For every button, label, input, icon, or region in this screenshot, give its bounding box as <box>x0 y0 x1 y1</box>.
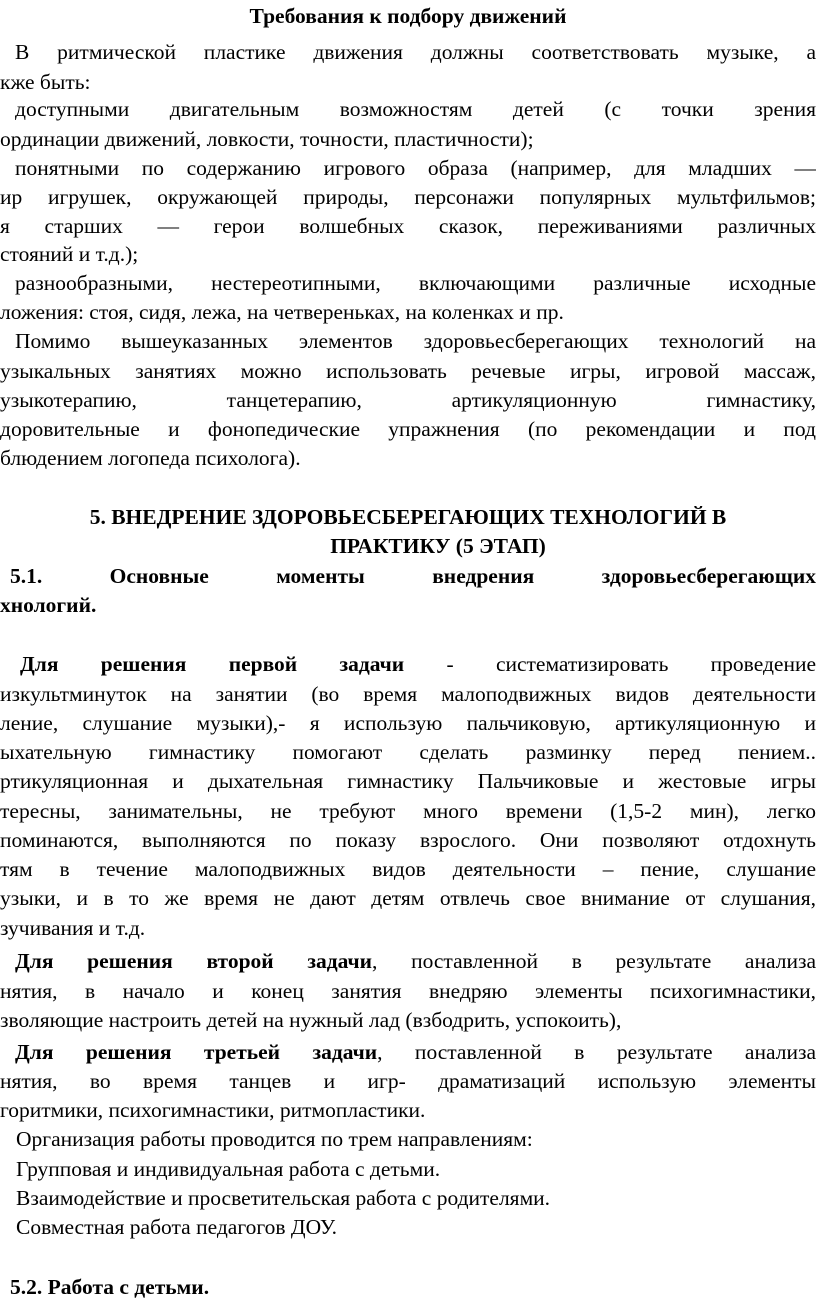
paragraph-line: узыкальных занятиях можно использовать речевые игры, игровой массаж, <box>0 359 816 383</box>
list-item-line: стояний и т.д.); <box>0 242 139 266</box>
paragraph-line: Совместная работа педагогов ДОУ. <box>16 1215 337 1239</box>
list-item-line: ординации движений, ловкости, точности, пластичности); <box>0 127 534 151</box>
paragraph-line: зволяющие настроить детей на нужный лад (взбодрить, успокоить), <box>0 1008 622 1032</box>
list-item-line: я старших — герои волшебных сказок, переживаниями различных <box>0 214 816 238</box>
paragraph-line: изкультминуток на занятии (во время малоподвижных видов деятельности <box>0 682 816 706</box>
task-2-label: Для решения второй задачи <box>15 949 373 973</box>
task-2-text: , поставленной в результате анализа <box>372 949 816 973</box>
task-2-heading-line <box>15 946 816 976</box>
section-5-1-title-line: 5.1. Основные моменты внедрения здоровьесберегающих <box>10 564 816 588</box>
list-item-line: доступными двигательным возможностям детей (с точки зрения <box>15 97 816 121</box>
paragraph-line: Организация работы проводится по трем направлениям: <box>16 1127 533 1151</box>
paragraph-line: Взаимодействие и просветительская работа с родителями. <box>16 1186 551 1210</box>
paragraph-line: кже быть: <box>0 70 91 94</box>
list-item-line: ложения: стоя, сидя, лежа, на четвереньках, на коленках и пр. <box>0 300 564 324</box>
paragraph-line: зучивания и т.д. <box>0 916 146 940</box>
task-1-heading-line <box>20 649 816 679</box>
paragraph-line: Групповая и индивидуальная работа с детьми. <box>16 1157 441 1181</box>
paragraph-line: узыки, и в то же время не дают детям отвлечь свое внимание от слушания, <box>0 886 816 910</box>
task-3-text: , поставленной в результате анализа <box>377 1040 816 1064</box>
section-5-2-title: 5.2. Работа с детьми. <box>10 1275 210 1299</box>
heading-movement-requirements: Требования к подбору движений <box>249 4 567 28</box>
section-5-title-line: 5. ВНЕДРЕНИЕ ЗДОРОВЬЕСБЕРЕГАЮЩИХ ТЕХНОЛОГИЙ В <box>89 505 727 529</box>
section-5-1-title-line: хнологий. <box>0 593 97 617</box>
paragraph-line: горитмики, психогимнастики, ритмопластики. <box>0 1098 426 1122</box>
paragraph-line: нятия, во время танцев и игр- драматизаций использую элементы <box>0 1069 816 1093</box>
section-5-title-line: ПРАКТИКУ (5 ЭТАП) <box>330 534 546 558</box>
task-3-heading-line <box>15 1037 816 1067</box>
paragraph-line: тересны, занимательны, не требуют много времени (1,5-2 мин), легко <box>0 799 816 823</box>
list-item-line: ир игрушек, окружающей природы, персонажи популярных мультфильмов; <box>0 185 816 209</box>
paragraph-line: нятия, в начало и конец занятия внедряю элементы психогимнастики, <box>0 979 816 1003</box>
list-item-line: понятными по содержанию игрового образа (например, для младших — <box>15 156 816 180</box>
task-3-label: Для решения третьей задачи <box>15 1040 378 1064</box>
list-item-line: разнообразными, нестереотипными, включающими различные исходные <box>15 271 816 295</box>
paragraph-line: В ритмической пластике движения должны соответствовать музыке, а <box>15 40 816 64</box>
paragraph-line: поминаются, выполняются по показу взрослого. Они позволяют отдохнуть <box>0 828 816 852</box>
task-1-label: Для решения первой задачи <box>20 652 405 676</box>
paragraph-line: тям в течение малоподвижных видов деятельности – пение, слушание <box>0 857 816 881</box>
paragraph-line: блюдением логопеда психолога). <box>0 446 301 470</box>
task-1-text: - систематизировать проведение <box>404 652 816 676</box>
paragraph-line: Помимо вышеуказанных элементов здоровьесберегающих технологий на <box>15 329 816 353</box>
paragraph-line: узыкотерапию, танцетерапию, артикуляционную гимнастику, <box>0 388 816 412</box>
paragraph-line: ыхательную гимнастику помогают сделать разминку перед пением.. <box>0 740 816 764</box>
paragraph-line: доровительные и фонопедические упражнения (по рекомендации и под <box>0 417 816 441</box>
paragraph-line: ртикуляционная и дыхательная гимнастику Пальчиковые и жестовые игры <box>0 769 816 793</box>
paragraph-line: ление, слушание музыки),- я использую пальчиковую, артикуляционную и <box>0 711 816 735</box>
